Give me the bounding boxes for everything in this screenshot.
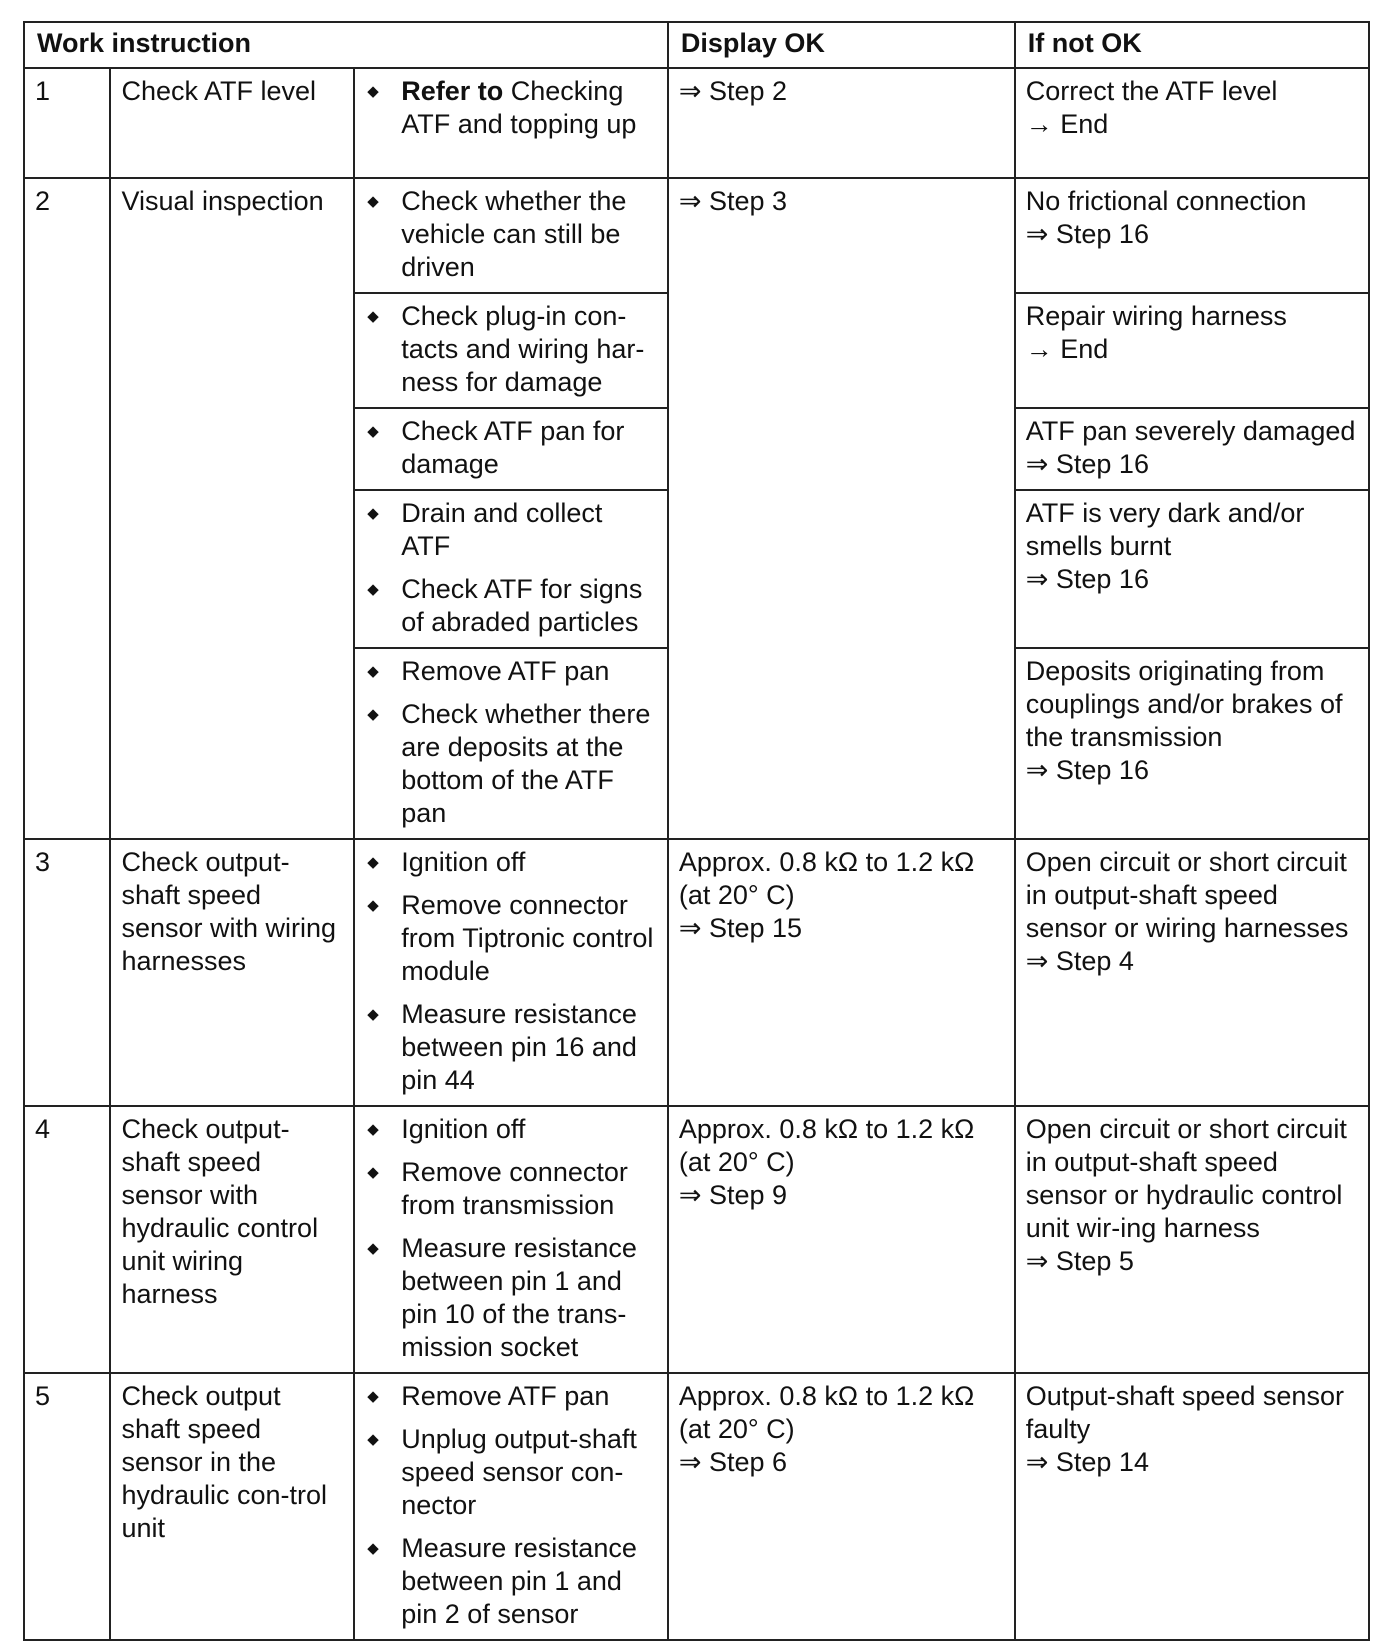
ok-temperature: (at 20° C) bbox=[678, 1414, 795, 1444]
instruction-item: ◆ Ignition off bbox=[365, 1113, 657, 1146]
instruction-item: ◆ Drain and collect ATF bbox=[365, 497, 657, 563]
step-number: 1 bbox=[24, 68, 110, 178]
instruction-item: ◆ Check plug-in con-tacts and wiring har-ness for damage bbox=[365, 300, 657, 399]
step-task: Check output shaft speed sensor in the hydraulic con-trol unit bbox=[110, 1373, 354, 1640]
not-ok-next-step: ⇒ Step 16 bbox=[1025, 564, 1149, 594]
instruction-item: ◆ Measure resistance between pin 1 and pin 10 of the trans-mission socket bbox=[365, 1232, 657, 1364]
display-ok-result: ⇒ Step 3 bbox=[668, 178, 1015, 839]
not-ok-next-step: ⇒ Step 16 bbox=[1025, 449, 1149, 479]
step-number: 4 bbox=[24, 1106, 110, 1373]
not-ok-result bbox=[1015, 490, 1369, 648]
not-ok-text: Open circuit or short circuit in output-shaft speed sensor or wiring harnesses bbox=[1025, 847, 1349, 943]
ok-next-step: ⇒ Step 6 bbox=[678, 1447, 788, 1477]
header-if-not-ok: If not OK bbox=[1015, 22, 1369, 68]
step-4-row bbox=[24, 1106, 1369, 1373]
step-1-row bbox=[24, 68, 1369, 178]
not-ok-next-step: ⇒ Step 5 bbox=[1025, 1246, 1134, 1276]
instruction-item: ◆ Remove ATF pan bbox=[365, 1380, 657, 1413]
instruction-item: ◆ Remove connector from Tiptronic control module bbox=[365, 889, 657, 988]
step-number: 5 bbox=[24, 1373, 110, 1640]
instruction-item: ◆ Remove connector from transmission bbox=[365, 1156, 657, 1222]
not-ok-result bbox=[1015, 178, 1369, 293]
step-5-row bbox=[24, 1373, 1369, 1640]
instruction-item: ◆ Measure resistance between pin 16 and pin 44 bbox=[365, 998, 657, 1097]
instruction-item: ◆ Remove ATF pan bbox=[365, 655, 657, 688]
not-ok-result bbox=[1015, 293, 1369, 408]
not-ok-text: Open circuit or short circuit in output-shaft speed sensor or hydraulic control unit wir-ing harness bbox=[1025, 1114, 1347, 1243]
ok-resistance: Approx. 0.8 kΩ to 1.2 kΩ bbox=[678, 847, 975, 877]
step-instructions bbox=[354, 490, 668, 648]
not-ok-result bbox=[1015, 839, 1369, 1106]
not-ok-next-step: ⇒ Step 14 bbox=[1025, 1447, 1149, 1477]
header-row bbox=[24, 22, 1369, 68]
step-task: Check ATF level bbox=[110, 68, 354, 178]
refer-target: Checking ATF and topping up bbox=[401, 76, 637, 139]
step-number: 2 bbox=[24, 178, 110, 839]
step-2-row bbox=[24, 178, 1369, 293]
header-display-ok: Display OK bbox=[668, 22, 1015, 68]
instruction-item: ◆ Check ATF for signs of abraded particles bbox=[365, 573, 657, 639]
not-ok-text: Repair wiring harness bbox=[1025, 301, 1287, 331]
instruction-item: ◆ Unplug output-shaft speed sensor con-nector bbox=[365, 1423, 657, 1522]
instruction-item: ◆ Check whether the vehicle can still be driven bbox=[365, 185, 657, 284]
instruction-item: ◆ Check ATF pan for damage bbox=[365, 415, 657, 481]
not-ok-text: ATF pan severely damaged bbox=[1025, 416, 1356, 446]
not-ok-next-step: → End bbox=[1025, 334, 1109, 364]
not-ok-next-step: ⇒ Step 16 bbox=[1025, 755, 1149, 785]
step-task: Check output-shaft speed sensor with hydraulic control unit wiring harness bbox=[110, 1106, 354, 1373]
step-instructions bbox=[354, 648, 668, 839]
not-ok-text: ATF is very dark and/or smells burnt bbox=[1025, 498, 1305, 561]
instruction-item: ◆ Check whether there are deposits at the bottom of the ATF pan bbox=[365, 698, 657, 830]
instruction-item bbox=[365, 75, 657, 141]
ok-resistance: Approx. 0.8 kΩ to 1.2 kΩ bbox=[678, 1114, 975, 1144]
step-3-row bbox=[24, 839, 1369, 1106]
not-ok-next-step: ⇒ Step 16 bbox=[1025, 219, 1149, 249]
not-ok-text: Output-shaft speed sensor faulty bbox=[1025, 1381, 1344, 1444]
ok-next-step: ⇒ Step 15 bbox=[678, 913, 803, 943]
not-ok-text: Correct the ATF level bbox=[1025, 76, 1278, 106]
step-instructions bbox=[354, 408, 668, 490]
not-ok-next-step: ⇒ Step 4 bbox=[1025, 946, 1134, 976]
refer-label: Refer to bbox=[401, 76, 504, 106]
not-ok-text: Deposits originating from couplings and/or brakes of the transmission bbox=[1025, 656, 1343, 752]
not-ok-result bbox=[1015, 1373, 1369, 1640]
step-instructions bbox=[354, 1373, 668, 1640]
step-instructions bbox=[354, 839, 668, 1106]
step-instructions bbox=[354, 68, 668, 178]
step-instructions bbox=[354, 293, 668, 408]
step-task: Visual inspection bbox=[110, 178, 354, 839]
not-ok-text: No frictional connection bbox=[1025, 186, 1307, 216]
instruction-item: ◆ Ignition off bbox=[365, 846, 657, 879]
step-task: Check output-shaft speed sensor with wiring harnesses bbox=[110, 839, 354, 1106]
not-ok-result bbox=[1015, 1106, 1369, 1373]
not-ok-result bbox=[1015, 408, 1369, 490]
display-ok-result bbox=[668, 839, 1015, 1106]
ok-temperature: (at 20° C) bbox=[678, 880, 795, 910]
step-number: 3 bbox=[24, 839, 110, 1106]
instruction-item: ◆ Measure resistance between pin 1 and pin 2 of sensor bbox=[365, 1532, 657, 1631]
not-ok-result bbox=[1015, 648, 1369, 839]
display-ok-result: ⇒ Step 2 bbox=[668, 68, 1015, 178]
header-work-instruction: Work instruction bbox=[24, 22, 668, 68]
display-ok-result bbox=[668, 1106, 1015, 1373]
procedure-table bbox=[23, 21, 1370, 1641]
not-ok-next-step: → End bbox=[1025, 109, 1109, 139]
display-ok-result bbox=[668, 1373, 1015, 1640]
step-instructions bbox=[354, 178, 668, 293]
ok-next-step: ⇒ Step 9 bbox=[678, 1180, 788, 1210]
not-ok-result bbox=[1015, 68, 1369, 178]
ok-temperature: (at 20° C) bbox=[678, 1147, 795, 1177]
step-instructions bbox=[354, 1106, 668, 1373]
ok-resistance: Approx. 0.8 kΩ to 1.2 kΩ bbox=[678, 1381, 975, 1411]
